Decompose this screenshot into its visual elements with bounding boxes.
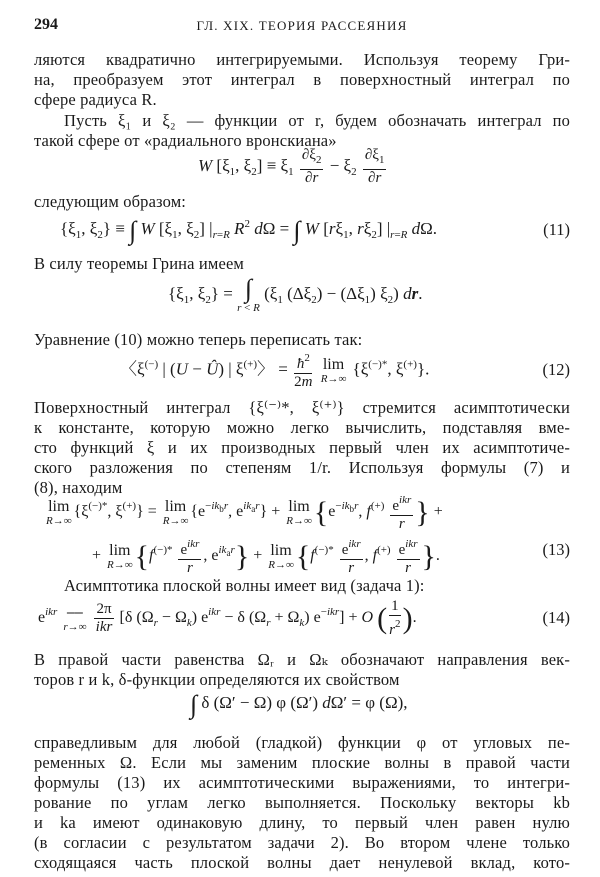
- page-header: [34, 16, 570, 36]
- text-line: торов r и k, δ-функции определяются их свойством: [34, 670, 400, 689]
- text-line: и ka имеют одинаковую длину, то первый член равен нулю: [34, 813, 570, 832]
- equation-number: (14): [542, 608, 570, 627]
- equation-matrix-element: 〈ξ(−) | (U − Û) | ξ(+)〉 = $\frac{ħ^2}{2m}$ lim R→∞ {ξ(−)*, ξ(+)}.: [120, 352, 430, 390]
- equation-surface-integral: {$\xi_1$, $\xi_2$} ≡ ∫ W [$\xi_1$, $\xi_2$] $|_{r=R}$ $R^2$ dΩ = ∫ W [$r\xi_1$, $r\xi_2$] $|_{r=R}$ dΩ.: [60, 216, 438, 245]
- text-line: следующим образом:: [34, 192, 187, 211]
- text-line: такой сфере от «радиального вронскиана»: [34, 131, 337, 150]
- text-line: В силу теоремы Грина имеем: [34, 254, 245, 273]
- text-line: Пусть ξ₁ и ξ₂ — функции от r, будем обозначать интеграл по: [64, 111, 570, 130]
- text-line: справедливым для любой (гладкой) функции φ от угловых пе-: [34, 733, 570, 752]
- text-line: Асимптотика плоской волны имеет вид (задача 1):: [64, 576, 425, 595]
- text-line: В правой части равенства Ωᵣ и Ωₖ обозначают направления век-: [34, 650, 570, 669]
- text-line: формулы (13) их асимптотическими выражениями, то интегри-: [34, 773, 570, 792]
- text-line: сфере радиуса R.: [34, 90, 157, 109]
- text-line: ляются квадратично интегрируемыми. Используя теорему Гри-: [34, 50, 570, 69]
- equation-green: {$\xi_1$, $\xi_2$} = ∫ r < R ($\xi_1$ $(\Delta\xi_2) - (\Delta\xi_1)$ $\xi_2$) dr.: [168, 274, 423, 314]
- equation-number: (13): [542, 540, 570, 559]
- equation-limit-line2: + lim R→∞ {f(−)* $\frac{e^{ikr}}{r}$ , $e^{ik_ar}$} + lim R→∞ {f(−)* $\frac{e^{ikr}}{r}$ , f(+) $\frac{e^{ikr}}{r}$ }.: [92, 538, 440, 576]
- text-line: сходящаяся часть плоской волны дает ненулевой вклад, кото-: [34, 853, 570, 872]
- text-line: (в согласии с результатом задачи 2). Во втором члене только: [34, 833, 570, 852]
- running-title: ГЛ. XIX. ТЕОРИЯ РАССЕЯНИЯ: [196, 18, 408, 33]
- text-line: сто функций ξ и их производных первый член их асимптотиче-: [34, 438, 570, 457]
- text-line: Уравнение (10) можно теперь переписать так:: [34, 330, 363, 349]
- text-line: к константе, которую можно легко вычислить, подставляя вме-: [34, 418, 570, 437]
- equation-delta-property: ∫ δ (Ω′ − Ω) φ (Ω′) dΩ′ = φ (Ω),: [190, 690, 408, 719]
- text-line: рование по углам легко выполняется. Поскольку векторы kb: [34, 793, 570, 812]
- text-line: ского разложения по степеням 1/r. Используя формулы (7) и: [34, 458, 570, 477]
- text-line: Поверхностный интеграл {ξ⁽⁻⁾*, ξ⁽⁺⁾} стремится асимптотически: [34, 398, 570, 417]
- equation-limit-line1: lim R→∞ {ξ(−)*, ξ(+)} = lim R→∞ {$e^{-ik_br}$, $e^{ik_ar}$} + lim R→∞ {$e^{-ik_br}$, f(+) $\frac{e^{ikr}}{r}$ } +: [46, 494, 443, 532]
- text-line: ременных Ω. Если мы заменим плоские волны в правой части: [34, 753, 570, 772]
- equation-number: (11): [543, 220, 570, 239]
- equation-plane-wave-asymptotics: $e^{ikr}$ ⎯⎯ r→∞ $\frac{2\pi}{\text{ikr}}$ [δ $(\Omega_r - \Omega_k) e^{ikr} - \delta$ $(\Omega_r + \Omega_k) e^{-ikr}] + O$ ( $\frac{1}{r^2}$ ).: [38, 598, 417, 638]
- equation-wronskian: W [$\xi_1$, $\xi_2] \equiv \xi_1$ $\frac{\partial\xi_2}{\partial r}$ − $\xi_2$ $\frac{\partial\xi_1}{\partial r}$: [198, 147, 385, 186]
- text-line: (8), находим: [34, 478, 123, 497]
- equation-number: (12): [542, 360, 570, 379]
- page-number: 294: [34, 16, 58, 33]
- text-line: на, преобразуем этот интеграл в поверхностный интеграл по: [34, 70, 570, 89]
